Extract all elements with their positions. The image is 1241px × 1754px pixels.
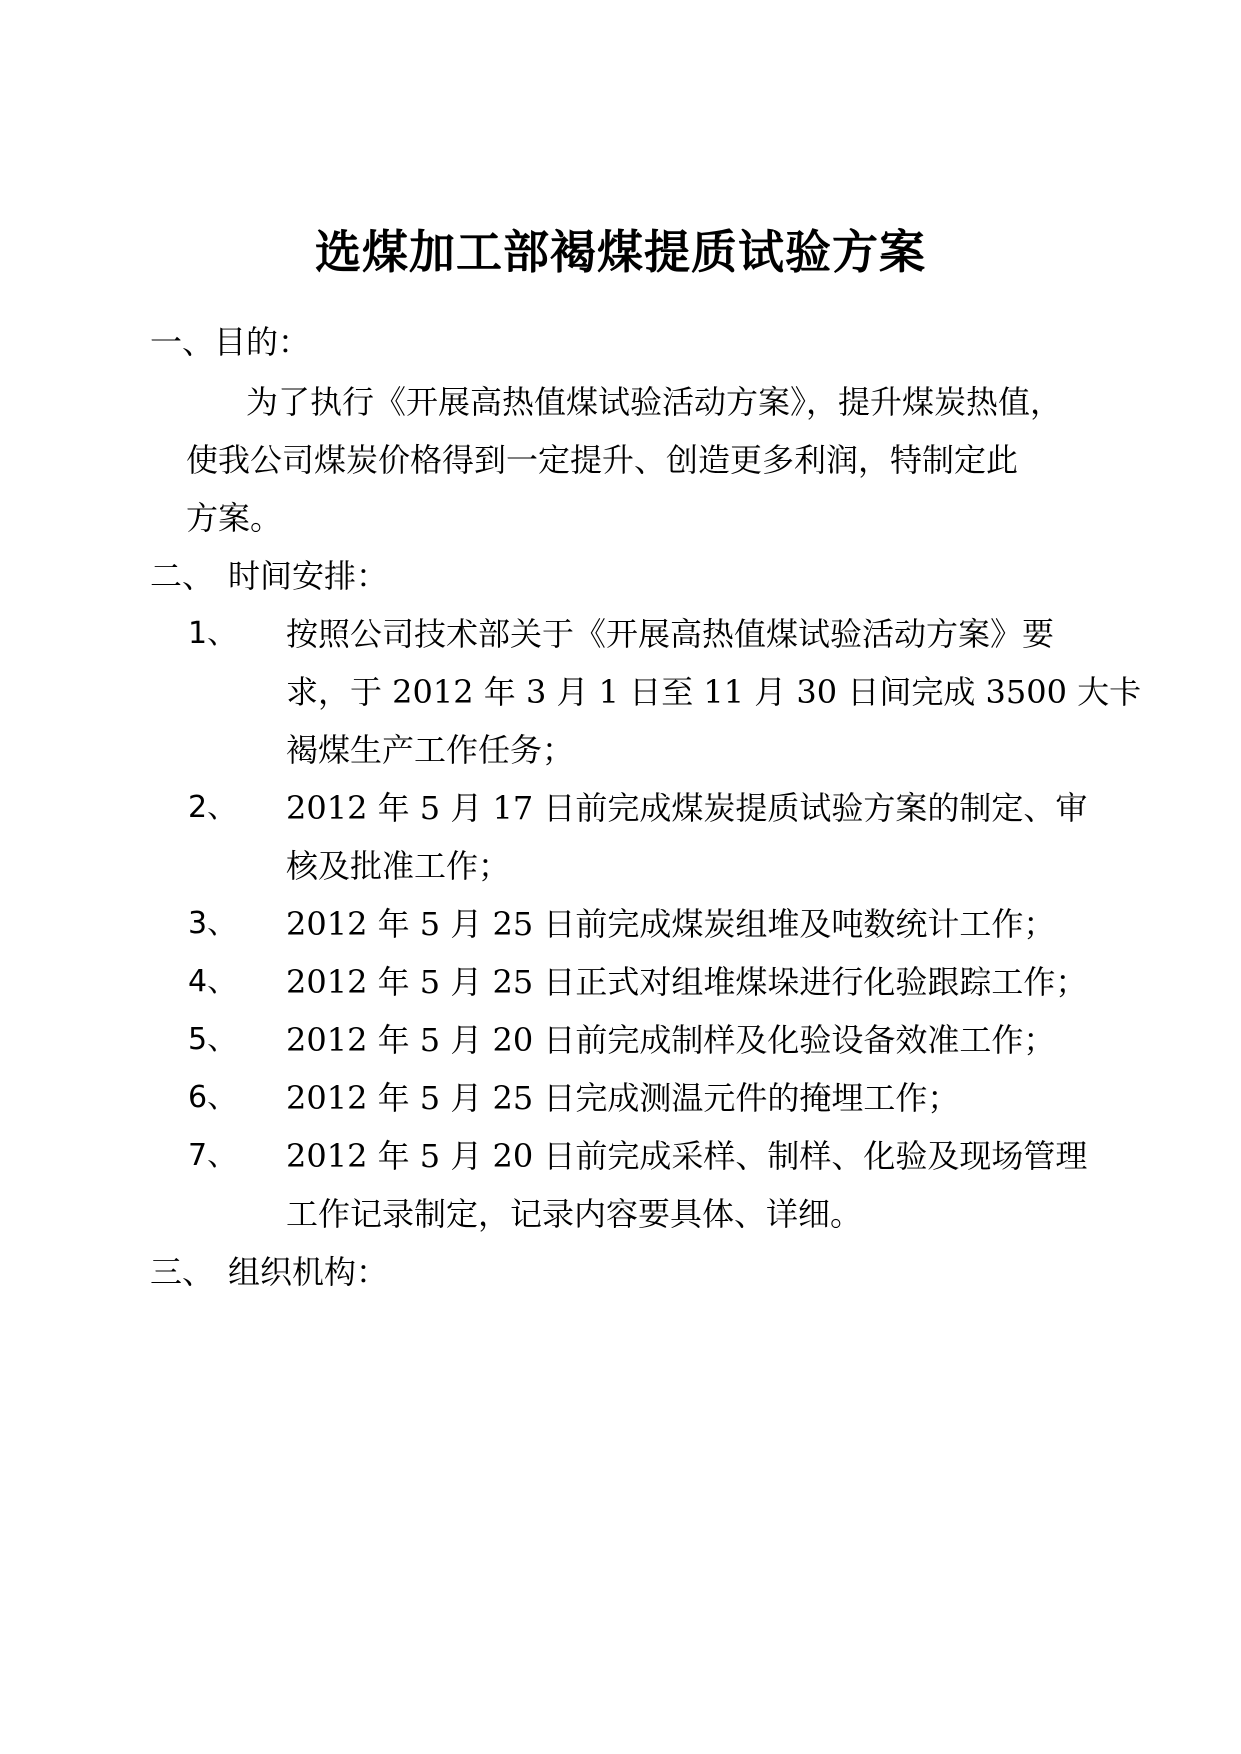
list-item-line: 按照公司技术部关于《开展高热值煤试验活动方案》要 [286, 615, 1055, 653]
list-item-line: 褐煤生产工作任务； [286, 731, 575, 769]
list-item-line: 2012 年 5 月 17 日前完成煤炭提质试验方案的制定、审 [286, 789, 1088, 827]
list-item-line: 2012 年 5 月 25 日前完成煤炭组堆及吨数统计工作； [286, 905, 1056, 943]
list-item-number: 5、 [188, 1022, 238, 1057]
section-1-paragraph-line: 方案。 [186, 499, 283, 537]
list-item-line: 2012 年 5 月 25 日正式对组堆煤垛进行化验跟踪工作； [286, 963, 1088, 1001]
section-1-heading: 一、目的： [150, 323, 311, 361]
list-item-number: 3、 [188, 906, 238, 941]
list-item-number: 2、 [188, 790, 238, 825]
section-1-paragraph-line: 使我公司煤炭价格得到一定提升、创造更多利润，特制定此 [186, 441, 1019, 479]
list-item-number: 7、 [188, 1138, 238, 1173]
list-item-line: 核及批准工作； [286, 847, 511, 885]
section-2-number: 二、 [150, 557, 215, 595]
list-item-line: 2012 年 5 月 20 日前完成制样及化验设备效准工作； [286, 1021, 1056, 1059]
list-item-number: 6、 [188, 1080, 238, 1115]
list-item-line: 2012 年 5 月 20 日前完成采样、制样、化验及现场管理 [286, 1137, 1088, 1175]
list-item-number: 1、 [188, 616, 238, 651]
list-item-line: 求，于 2012 年 3 月 1 日至 11 月 30 日间完成 3500 大卡 [286, 673, 1142, 711]
document-title: 选煤加工部褐煤提质试验方案 [315, 225, 926, 279]
section-1-paragraph-line: 为了执行《开展高热值煤试验活动方案》，提升煤炭热值， [246, 383, 1063, 421]
section-2-heading: 时间安排： [228, 557, 389, 595]
list-item-number: 4、 [188, 964, 238, 999]
section-3-heading: 组织机构： [228, 1253, 389, 1291]
list-item-line: 2012 年 5 月 25 日完成测温元件的掩埋工作； [286, 1079, 960, 1117]
section-3-number: 三、 [150, 1253, 215, 1291]
list-item-line: 工作记录制定，记录内容要具体、详细。 [286, 1195, 863, 1233]
